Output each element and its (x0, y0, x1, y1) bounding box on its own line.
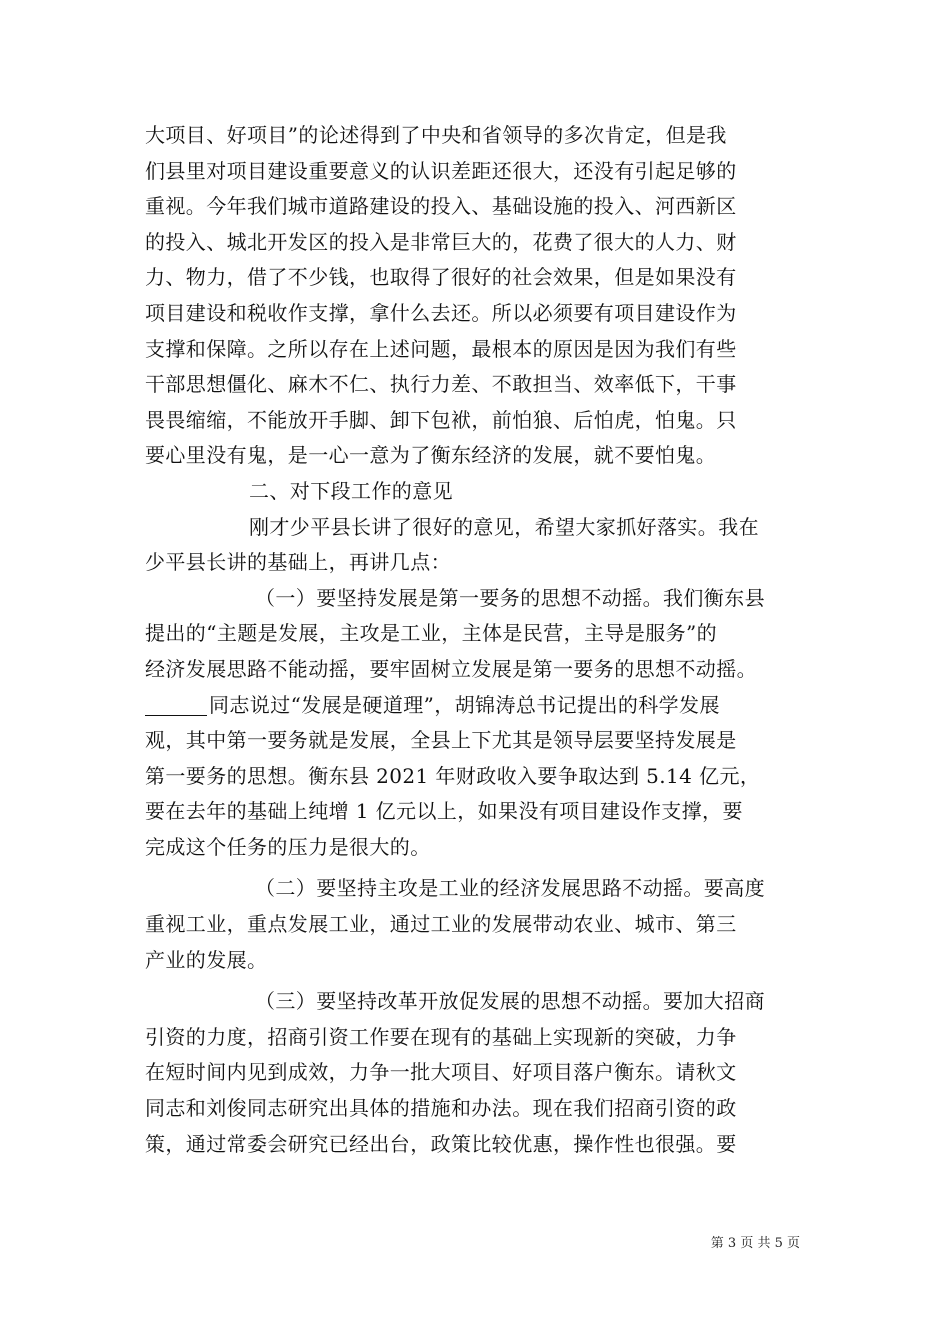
text-line: 要在去年的基础上纯增 1 亿元以上，如果没有项目建设作支撑，要 (145, 799, 743, 824)
text-line: （三）要坚持改革开放促发展的思想不动摇。要加大招商 (255, 989, 765, 1014)
text-line: 同志说过“发展是硬道理”，胡锦涛总书记提出的科学发展 (209, 692, 720, 717)
text-line: 产业的发展。 (145, 947, 268, 972)
text-line: 在短时间内见到成效，力争一批大项目、好项目落户衡东。请秋文 (145, 1060, 737, 1085)
text-line: 同志和刘俊同志研究出具体的措施和办法。现在我们招商引资的政 (145, 1096, 737, 1121)
text-line: 引资的力度，招商引资工作要在现有的基础上实现新的突破，力争 (145, 1024, 737, 1049)
text-line: 观，其中第一要务就是发展，全县上下尤其是领导层要坚持发展是 (145, 728, 737, 753)
page-number: 第 3 页 共 5 页 (710, 1236, 800, 1251)
text-line: 少平县长讲的基础上，再讲几点： (145, 550, 451, 575)
body-text (145, 118, 815, 1162)
text-line: 要心里没有鬼，是一心一意为了衡东经济的发展，就不要怕鬼。 (145, 443, 717, 468)
section-heading: 二、对下段工作的意见 (249, 478, 453, 503)
blank-underline (145, 693, 207, 716)
text-line: （二）要坚持主攻是工业的经济发展思路不动摇。要高度 (255, 876, 765, 901)
text-line: 支撑和保障。之所以存在上述问题，最根本的原因是因为我们有些 (145, 336, 737, 361)
text-line: 完成这个任务的压力是很大的。 (145, 834, 431, 859)
text-line: 力、物力，借了不少钱，也取得了很好的社会效果，但是如果没有 (145, 265, 737, 290)
text-line: 大项目、好项目”的论述得到了中央和省领导的多次肯定，但是我 (145, 123, 727, 147)
text-line: 项目建设和税收作支撑，拿什么去还。所以必须要有项目建设作为 (145, 300, 737, 325)
text-line: 们县里对项目建设重要意义的认识差距还很大，还没有引起足够的 (145, 158, 737, 183)
text-line: 干部思想僵化、麻木不仁、执行力差、不敢担当、效率低下，干事 (145, 372, 737, 397)
text-line: 经济发展思路不能动摇，要牢固树立发展是第一要务的思想不动摇。 (145, 656, 757, 681)
text-line: 畏畏缩缩，不能放开手脚、卸下包袱，前怕狼、后怕虎，怕鬼。只 (145, 407, 737, 432)
text-line: 重视工业，重点发展工业，通过工业的发展带动农业、城市、第三 (145, 912, 737, 937)
text-line: （一）要坚持发展是第一要务的思想不动摇。我们衡东县 (255, 585, 765, 610)
text-line: 重视。今年我们城市道路建设的投入、基础设施的投入、河西新区 (145, 194, 737, 219)
text-line: 策，通过常委会研究已经出台，政策比较优惠，操作性也很强。要 (145, 1131, 737, 1156)
text-line: 第一要务的思想。衡东县 2021 年财政收入要争取达到 5.14 亿元， (145, 763, 761, 788)
text-line-with-blank (145, 688, 815, 724)
text-line: 刚才少平县长讲了很好的意见，希望大家抓好落实。我在 (249, 514, 759, 539)
text-line: 的投入、城北开发区的投入是非常巨大的，花费了很大的人力、财 (145, 229, 737, 254)
text-line: 提出的“主题是发展，主攻是工业，主体是民营，主导是服务”的 (145, 621, 718, 646)
